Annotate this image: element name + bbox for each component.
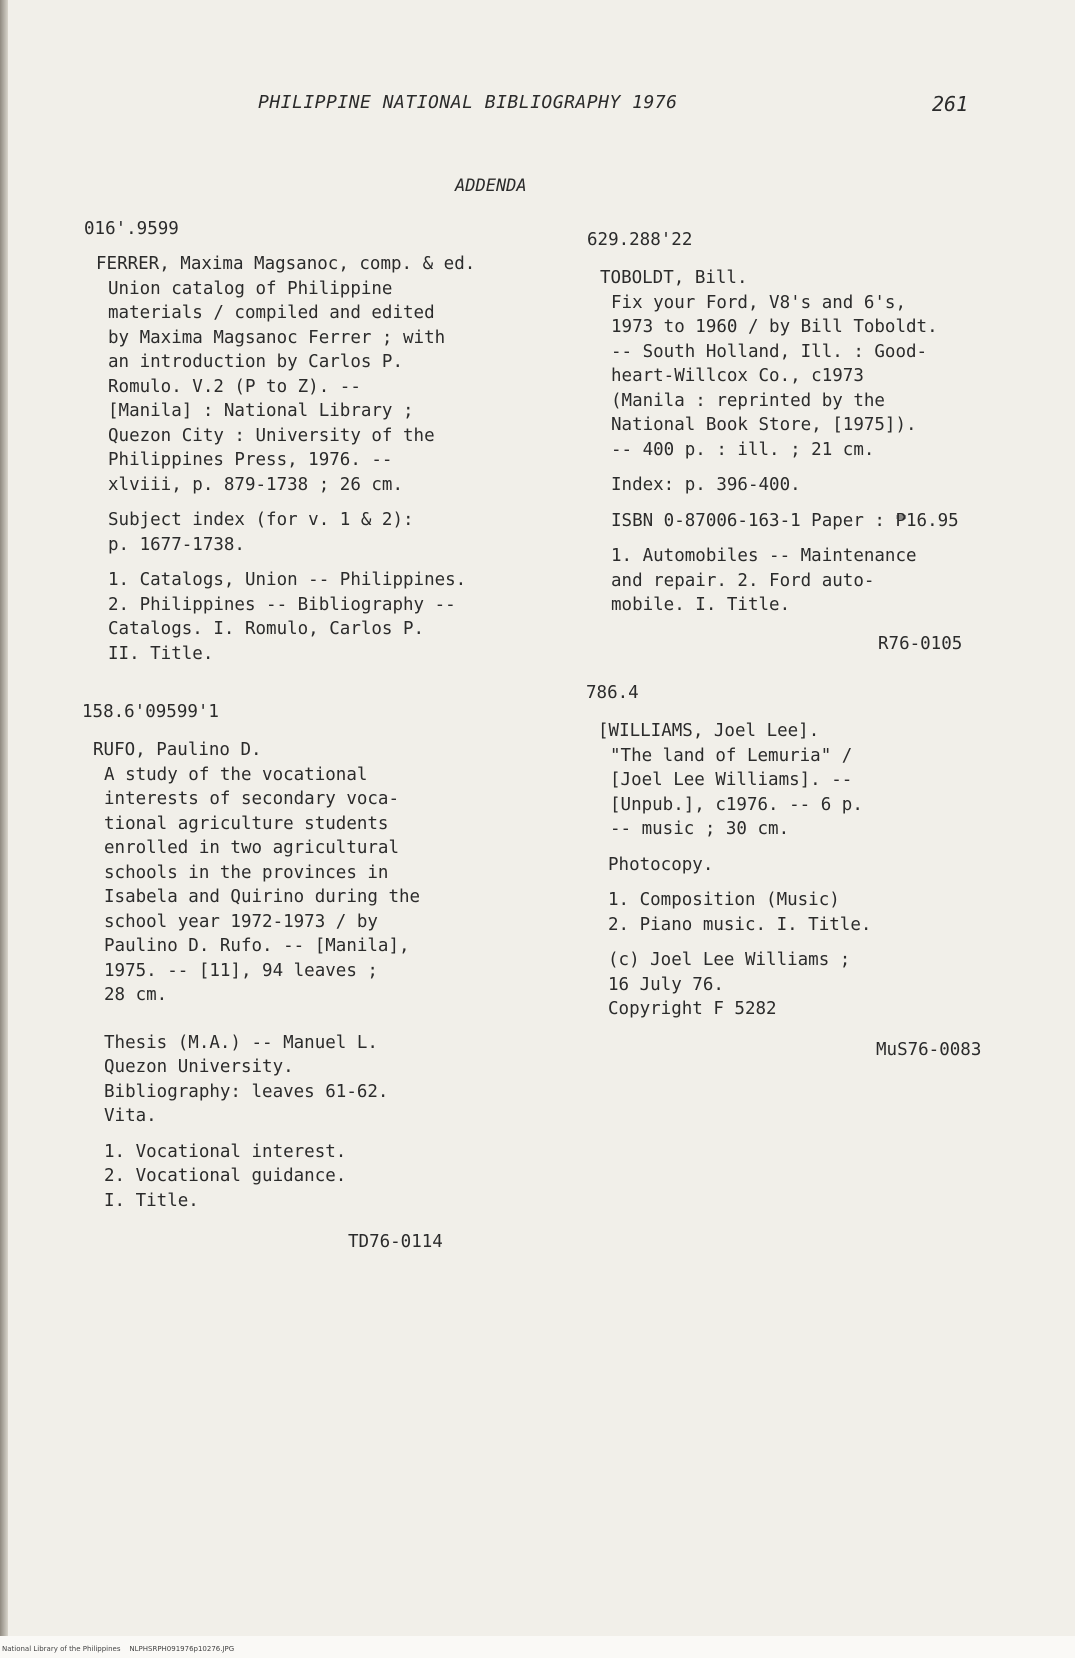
entry-4-control-number: MuS76-0083 [876,1040,982,1060]
entry-3-isbn: ISBN 0-87006-163-1 Paper : ₱16.95 [611,510,959,531]
entry-4-copyright: (c) Joel Lee Williams ; [608,950,851,970]
entry-3-heading: TOBOLDT, Bill. [600,268,748,288]
entry-2-body-line: enrolled in two agricultural [104,838,400,858]
entry-1-body-line: [Manila] : National Library ; [108,401,414,421]
entry-3-body-line: Fix your Ford, V8's and 6's, [611,292,907,313]
entry-1-tracing: 2. Philippines -- Bibliography -- [108,594,456,615]
entry-1-heading: FERRER, Maxima Magsanoc, comp. & ed. [96,254,476,274]
entry-3-note: Index: p. 396-400. [611,475,801,495]
entry-4-tracing: 2. Piano music. I. Title. [608,914,872,935]
entry-2-note: Vita. [104,1106,157,1126]
entry-1-note: p. 1677-1738. [108,534,245,555]
entry-2-body-line: tional agriculture students [104,813,389,834]
entry-4-copyright: 16 July 76. [608,974,724,995]
entry-2 [93,738,420,1213]
entry-2-note: Thesis (M.A.) -- Manuel L. [104,1032,378,1053]
entry-4-tracing: 1. Composition (Music) [608,890,840,910]
entry-2-body-line: school year 1972-1973 / by [104,911,378,932]
entry-3-tracing: 1. Automobiles -- Maintenance [611,546,917,566]
entry-4-body-line: [Unpub.], c1976. -- 6 p. [610,794,863,815]
running-title: PHILIPPINE NATIONAL BIBLIOGRAPHY 1976 [258,92,678,113]
entry-4-body-line: -- music ; 30 cm. [610,819,790,839]
entry-1-body-line: materials / compiled and edited [108,303,435,323]
section-title: ADDENDA [455,176,527,196]
scan-footer-credit: National Library of the Philippines NLPHSRPH091976p10276.JPG [2,1645,235,1653]
entry-1-tracing: 1. Catalogs, Union -- Philippines. [108,570,467,590]
entry-1-body-line: xlviii, p. 879-1738 ; 26 cm. [108,474,404,495]
entry-3-body-line: heart-Willcox Co., c1973 [611,366,864,386]
entry-2-call-number: 158.6'09599'1 [82,702,219,722]
entry-2-tracing: 1. Vocational interest. [104,1141,347,1162]
entry-2-body-line: 1975. -- [11], 94 leaves ; [104,960,378,981]
entry-1-body-line: by Maxima Magsanoc Ferrer ; with [108,327,446,348]
entry-1-body-line: Union catalog of Philippine [108,278,393,299]
entry-2-body-line: A study of the vocational [104,764,368,785]
entry-3-body-line: National Book Store, [1975]). [611,415,917,435]
entry-3-tracing: and repair. 2. Ford auto- [611,570,875,591]
entry-3-body-line: -- 400 p. : ill. ; 21 cm. [611,439,875,460]
entry-1-body-line: an introduction by Carlos P. [108,352,404,372]
entry-1-tracing: II. Title. [108,643,214,664]
entry-3 [600,266,959,618]
entry-1-note: Subject index (for v. 1 & 2): [108,510,414,530]
entry-2-body-line: interests of secondary voca- [104,789,400,809]
entry-1-body-line: Philippines Press, 1976. -- [108,450,393,470]
page-number: 261 [932,92,969,116]
entry-2-note: Bibliography: leaves 61-62. [104,1081,389,1102]
entry-2-tracing: I. Title. [104,1190,199,1211]
entry-3-body-line: -- South Holland, Ill. : Good- [611,341,928,362]
entry-2-heading: RUFO, Paulino D. [93,740,262,760]
entry-3-control-number: R76-0105 [878,634,963,654]
entry-2-body-line: schools in the provinces in [104,862,389,883]
entry-2-body-line: Paulino D. Rufo. -- [Manila], [104,936,410,956]
entry-1-body-line: Quezon City : University of the [108,425,435,446]
entry-3-call-number: 629.288'22 [587,230,693,250]
entry-1-body-line: Romulo. V.2 (P to Z). -- [108,376,361,397]
entry-3-tracing: mobile. I. Title. [611,595,791,615]
page-edge-shadow [0,0,8,1658]
entry-3-body-line: 1973 to 1960 / by Bill Toboldt. [611,317,938,337]
entry-4-note: Photocopy. [608,854,714,875]
entry-3-body-line: (Manila : reprinted by the [611,390,885,411]
entry-4-body-line: [Joel Lee Williams]. -- [610,770,853,790]
entry-2-body-line: Isabela and Quirino during the [104,887,421,907]
entry-4 [598,719,871,1022]
entry-2-control-number: TD76-0114 [348,1232,443,1252]
entry-4-call-number: 786.4 [586,683,639,703]
entry-2-note: Quezon University. [104,1057,294,1077]
entry-1-call-number: 016'.9599 [84,219,179,239]
entry-2-body-line: 28 cm. [104,985,168,1005]
entry-2-tracing: 2. Vocational guidance. [104,1166,347,1186]
entry-1-tracing: Catalogs. I. Romulo, Carlos P. [108,619,425,639]
entry-4-copyright: Copyright F 5282 [608,999,777,1019]
entry-4-heading: [WILLIAMS, Joel Lee]. [598,721,820,741]
entry-1 [96,252,475,666]
entry-4-body-line: "The land of Lemuria" / [610,745,853,766]
